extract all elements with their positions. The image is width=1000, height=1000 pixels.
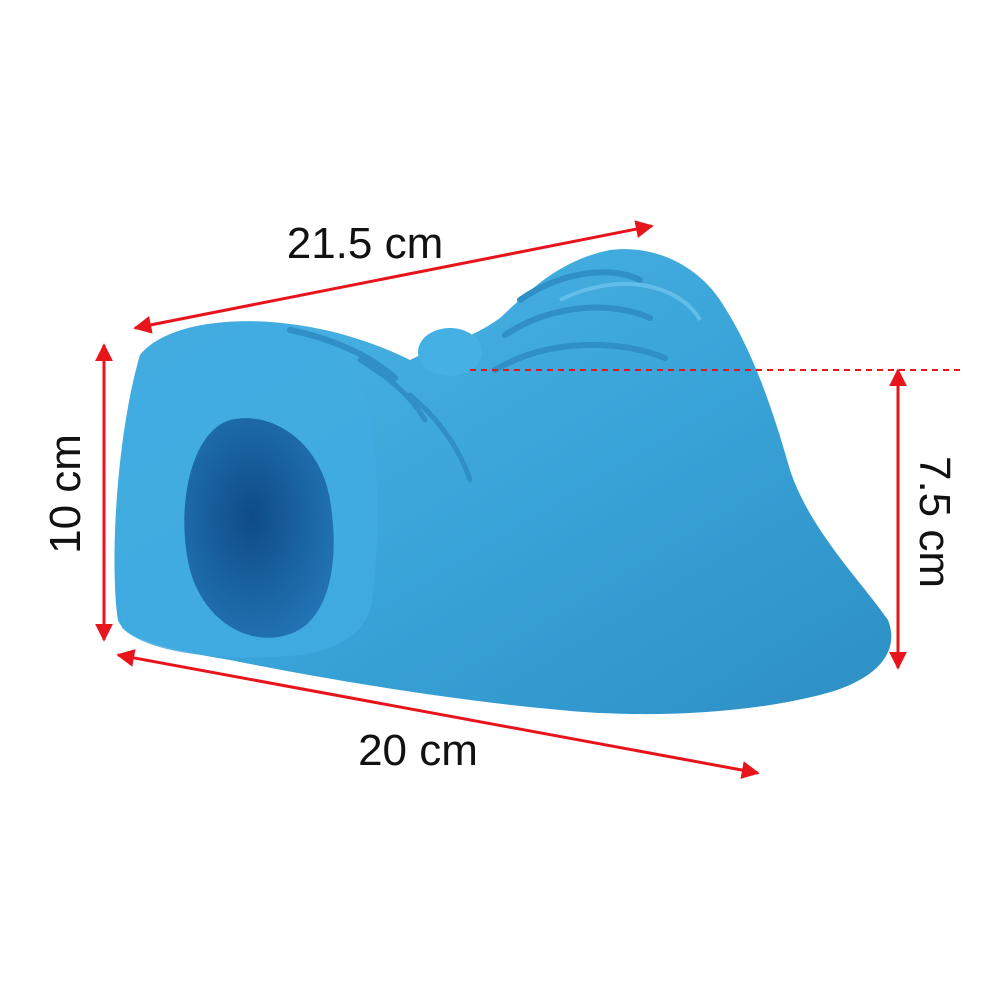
pillow-knob bbox=[418, 328, 482, 376]
bottom-length-label: 20 cm bbox=[358, 726, 478, 775]
left-height-label: 10 cm bbox=[41, 434, 90, 554]
right-height-label: 7.5 cm bbox=[910, 455, 959, 589]
neck-pillow bbox=[114, 249, 891, 714]
top-length-label: 21.5 cm bbox=[286, 219, 444, 268]
